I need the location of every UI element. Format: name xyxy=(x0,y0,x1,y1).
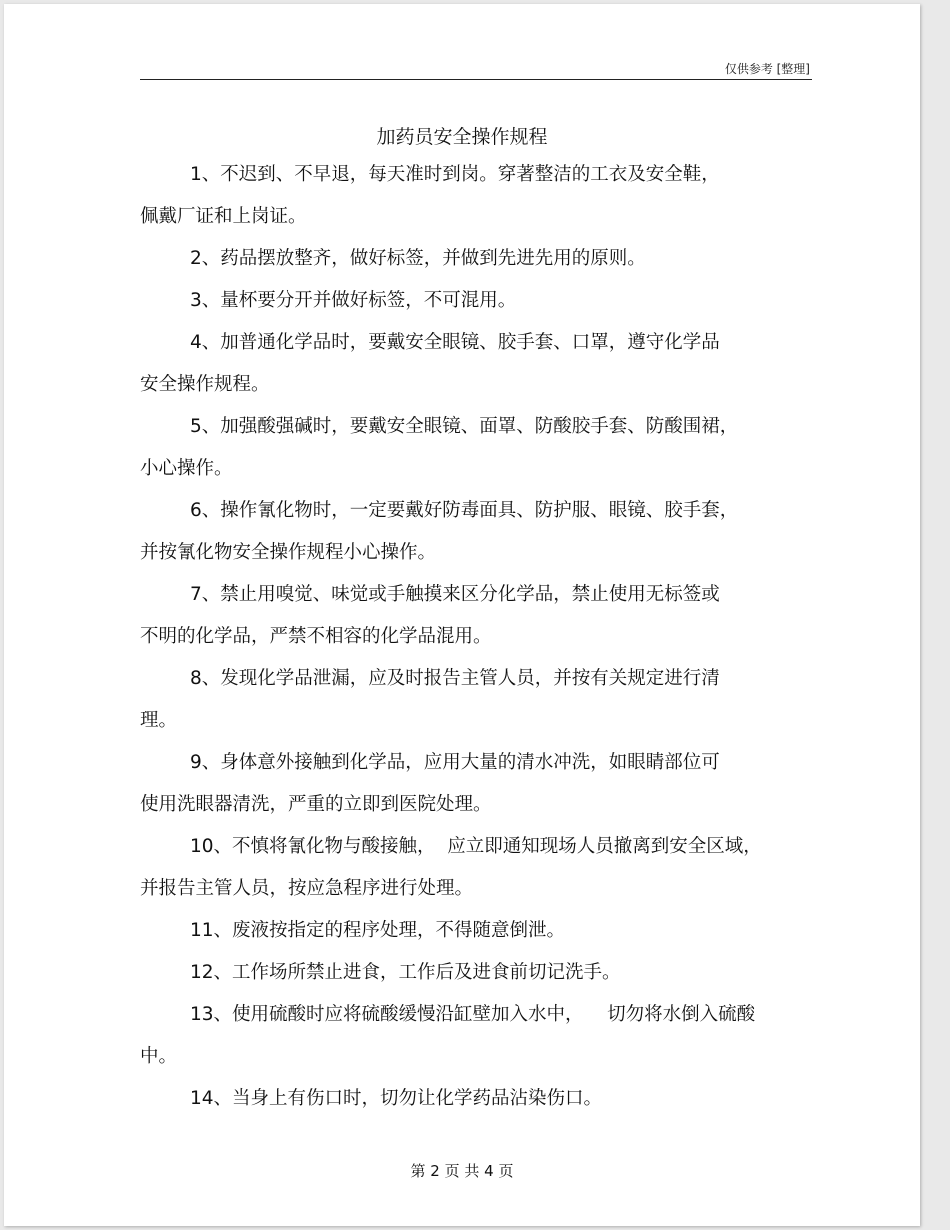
body-line: 2、药品摆放整齐，做好标签，并做到先进先用的原则。 xyxy=(190,248,646,269)
body-line: 佩戴厂证和上岗证。 xyxy=(140,206,307,227)
document-title: 加药员安全操作规程 xyxy=(376,126,548,148)
document-body xyxy=(140,160,812,1126)
body-line: 并按氰化物安全操作规程小心操作。 xyxy=(140,542,437,563)
body-line: 12、工作场所禁止进食，工作后及进食前切记洗手。 xyxy=(190,962,621,983)
body-line: 理。 xyxy=(140,710,178,731)
body-line: 6、操作氰化物时，一定要戴好防毒面具、防护服、眼镜、胶手套， xyxy=(190,500,739,521)
document-page xyxy=(4,4,920,1226)
body-line: 4、加普通化学品时，要戴安全眼镜、胶手套、口罩，遵守化学品 xyxy=(190,332,720,353)
body-line: 并报告主管人员，按应急程序进行处理。 xyxy=(140,878,474,899)
body-line: 9、身体意外接触到化学品，应用大量的清水冲洗，如眼睛部位可 xyxy=(190,752,720,773)
body-line: 10、不慎将氰化物与酸接触， 应立即通知现场人员撤离到安全区域， xyxy=(190,836,762,857)
body-line: 中。 xyxy=(140,1046,178,1067)
body-line: 11、废液按指定的程序处理，不得随意倒泄。 xyxy=(190,920,566,941)
page-footer: 第 2 页 共 4 页 xyxy=(410,1162,514,1180)
body-line: 5、加强酸强碱时，要戴安全眼镜、面罩、防酸胶手套、防酸围裙， xyxy=(190,416,739,437)
body-line: 1、不迟到、不早退，每天准时到岗。穿著整洁的工衣及安全鞋， xyxy=(190,164,720,185)
body-line: 14、当身上有伤口时，切勿让化学药品沾染伤口。 xyxy=(190,1088,603,1109)
body-line: 使用洗眼器清洗，严重的立即到医院处理。 xyxy=(140,794,492,815)
body-line: 13、使用硫酸时应将硫酸缓慢沿缸壁加入水中， 切勿将水倒入硫酸 xyxy=(190,1004,756,1025)
header-note: 仅供参考 [整理] xyxy=(724,62,810,76)
body-line: 3、量杯要分开并做好标签，不可混用。 xyxy=(190,290,517,311)
header-divider xyxy=(140,79,812,80)
body-line: 8、发现化学品泄漏，应及时报告主管人员，并按有关规定进行清 xyxy=(190,668,720,689)
body-line: 7、禁止用嗅觉、味觉或手触摸来区分化学品，禁止使用无标签或 xyxy=(190,584,720,605)
body-line: 小心操作。 xyxy=(140,458,233,479)
body-line: 安全操作规程。 xyxy=(140,374,270,395)
body-line: 不明的化学品，严禁不相容的化学品混用。 xyxy=(140,626,492,647)
